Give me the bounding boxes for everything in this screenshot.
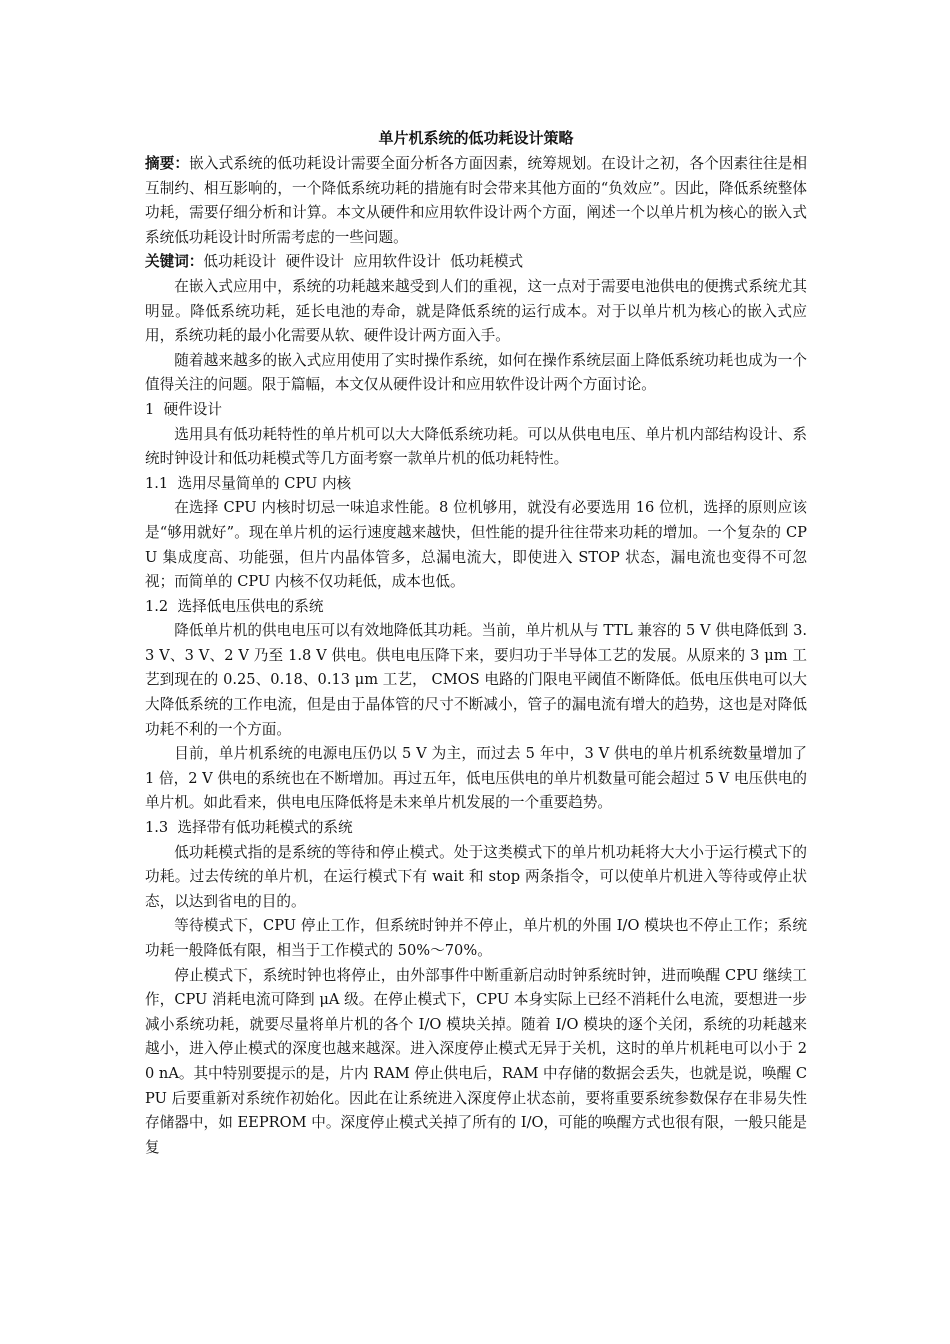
body-paragraph: 等待模式下，CPU 停止工作，但系统时钟并不停止，单片机的外围 I/O 模块也不停止工作；系统功耗一般降低有限，相当于工作模式的 50%～70%。 <box>145 917 807 959</box>
keywords-text: 低功耗设计 硬件设计 应用软件设计 低功耗模式 <box>203 253 524 271</box>
abstract-text: 嵌入式系统的低功耗设计需要全面分析各方面因素，统筹规划。在设计之初，各个因素往往是相互制约、相互影响的，一个降低系统功耗的措施有时会带来其他方面的“负效应”。因此，降低系统整体功耗，需要仔细分析和计算。本文从硬件和应用软件设计两个方面，阐述一个以单片机为核心的嵌入式系统低功耗设计时所需考虑的一些问题。 <box>145 155 807 246</box>
body-paragraph: 停止模式下，系统时钟也将停止，由外部事件中断重新启动时钟系统时钟，进而唤醒 CPU 继续工作，CPU 消耗电流可降到 μA 级。在停止模式下，CPU 本身实际上已经不消耗什么电流，要想进一步减小系统功耗，就要尽量将单片机的各个 I/O 模块关掉。随着 I/O 模块的逐个关闭，系统的功耗越来越小，进入停止模式的深度也越来越深。进入深度停止模式无异于关机，这时的单片机耗电可以小于 20 nA。其中特别要提示的是，片内 RAM 停止供电后，RAM 中存储的数据会丢失，也就是说，唤醒 CPU 后要重新对系统作初始化。因此在让系统进入深度停止状态前，要将重要系统参数保存在非易失性存储器中，如 EEPROM 中。深度停止模式关掉了所有的 I/O，可能的唤醒方式也很有限，一般只能是复 <box>145 966 807 1156</box>
body-paragraph: 选用具有低功耗特性的单片机可以大大降低系统功耗。可以从供电电压、单片机内部结构设计、系统时钟设计和低功耗模式等几方面考察一款单片机的低功耗特性。 <box>145 425 807 468</box>
keywords-paragraph <box>145 250 807 275</box>
section-heading: 1 硬件设计 <box>145 400 222 418</box>
body-paragraph: 目前，单片机系统的电源电压仍以 5 V 为主，而过去 5 年中，3 V 供电的单片机系统数量增加了 1 倍，2 V 供电的系统也在不断增加。再过五年，低电压供电的单片机数量可能会超过 5 V 电压供电的单片机。如此看来，供电电压降低将是未来单片机发展的一个重要趋势。 <box>145 745 807 812</box>
document-title: 单片机系统的低功耗设计策略 <box>378 129 574 147</box>
abstract-label: 摘要： <box>145 155 190 172</box>
section-heading: 1.1 选用尽量简单的 CPU 内核 <box>145 474 352 492</box>
section-heading: 1.2 选择低电压供电的系统 <box>145 597 324 615</box>
body-paragraph: 低功耗模式指的是系统的等待和停止模式。处于这类模式下的单片机功耗将大大小于运行模式下的功耗。过去传统的单片机，在运行模式下有 wait 和 stop 两条指令，可以使单片机进入等待或停止状态，以达到省电的目的。 <box>145 843 807 910</box>
abstract-paragraph <box>145 152 807 250</box>
document-page <box>145 124 807 1160</box>
keywords-label: 关键词： <box>145 253 204 271</box>
intro-paragraph: 在嵌入式应用中，系统的功耗越来越受到人们的重视，这一点对于需要电池供电的便携式系统尤其明显。降低系统功耗，延长电池的寿命，就是降低系统的运行成本。对于以单片机为核心的嵌入式应用，系统功耗的最小化需要从软、硬件设计两方面入手。 <box>145 277 807 345</box>
body-paragraph: 在选择 CPU 内核时切忌一味追求性能。8 位机够用，就没有必要选用 16 位机，选择的原则应该是“够用就好”。现在单片机的运行速度越来越快，但性能的提升往往带来功耗的增加。一个复杂的 CPU 集成度高、功能强，但片内晶体管多，总漏电流大，即使进入 STOP 状态，漏电流也变得不可忽视；而简单的 CPU 内核不仅功耗低，成本也低。 <box>145 499 807 591</box>
intro-paragraph: 随着越来越多的嵌入式应用使用了实时操作系统，如何在操作系统层面上降低系统功耗也成为一个值得关注的问题。限于篇幅，本文仅从硬件设计和应用软件设计两个方面讨论。 <box>145 351 807 394</box>
body-paragraph: 降低单片机的供电电压可以有效地降低其功耗。当前，单片机从与 TTL 兼容的 5 V 供电降低到 3.3 V、3 V、2 V 乃至 1.8 V 供电。供电电压降下来，要归功于半导体工艺的发展。从原来的 3 μm 工艺到现在的 0.25、0.18、0.13 μm 工艺， CMOS 电路的门限电平阈值不断降低。低电压供电可以大大降低系统的工作电流，但是由于晶体管的尺寸不断减小，管子的漏电流有增大的趋势，这也是对降低功耗不利的一个方面。 <box>145 622 807 738</box>
section-heading: 1.3 选择带有低功耗模式的系统 <box>145 819 353 837</box>
